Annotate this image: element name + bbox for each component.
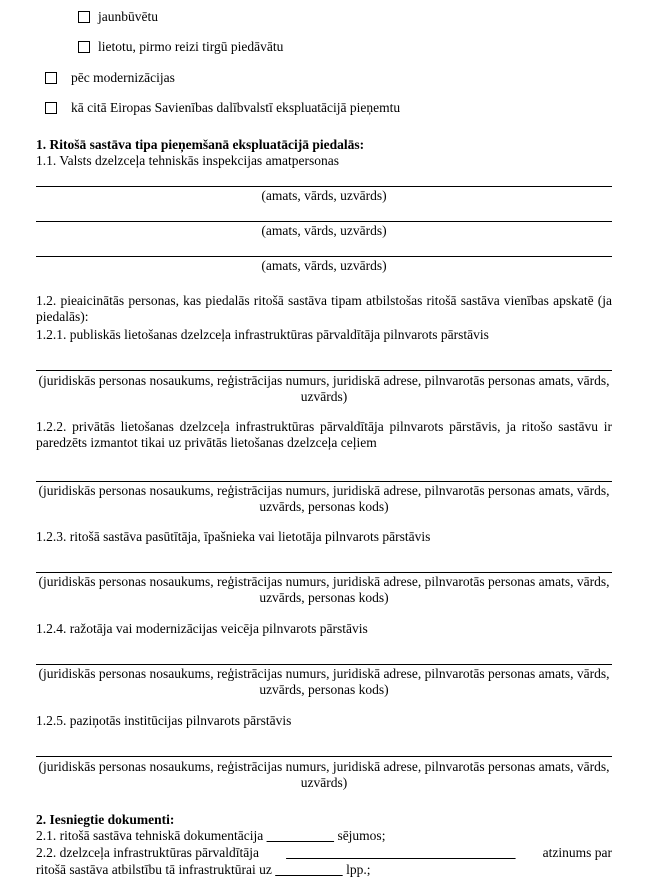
volume-count-field[interactable]: [267, 828, 335, 843]
item-1-2: 1.2. pieaicinātās personas, kas piedalās ritošā sastāva tipam atbilstošas ritošā sastāva vienības apskatē (ja piedalās):: [36, 293, 612, 324]
checkbox[interactable]: [45, 72, 57, 84]
option-label: pēc modernizācijas: [71, 70, 175, 85]
checkbox[interactable]: [78, 41, 90, 53]
signature-line: [36, 186, 612, 187]
item-2-2-line2-suffix: lpp.;: [346, 862, 371, 877]
signature-line: [36, 481, 612, 482]
section-1-heading: 1. Ritošā sastāva tipa pieņemšanā ekspluatācijā piedalās:: [36, 137, 365, 152]
signature-line: [36, 370, 612, 371]
page-count-field[interactable]: [275, 862, 343, 877]
option-label: lietotu, pirmo reizi tirgū piedāvātu: [98, 39, 284, 54]
option-used-first-time[interactable]: [78, 39, 283, 55]
caption-1-2-4: (juridiskās personas nosaukums, reģistrācijas numurs, juridiskā adrese, pilnvarotās personas amats, vārds, uzvārds, personas kods): [38, 666, 610, 697]
signature-line: [36, 221, 612, 222]
option-label: jaunbūvētu: [98, 9, 158, 24]
checkbox[interactable]: [45, 102, 57, 114]
item-1-2-5: 1.2.5. paziņotās institūcijas pilnvarots pārstāvis: [36, 713, 292, 728]
item-1-2-3: 1.2.3. ritošā sastāva pasūtītāja, īpašnieka vai lietotāja pilnvarots pārstāvis: [36, 529, 431, 544]
caption-1-2-1: (juridiskās personas nosaukums, reģistrācijas numurs, juridiskā adrese, pilnvarotās personas amats, vārds, uzvārds): [38, 373, 610, 404]
signature-line: [36, 572, 612, 573]
item-2-2-suffix: atzinums par: [542, 845, 612, 860]
infrastructure-manager-field[interactable]: [286, 845, 516, 861]
checkbox[interactable]: [78, 11, 90, 23]
option-eu-accepted[interactable]: [45, 100, 400, 116]
signature-line: [36, 756, 612, 757]
signature-line: [36, 256, 612, 257]
item-2-2-line2: [36, 862, 370, 878]
caption-1-2-2: (juridiskās personas nosaukums, reģistrācijas numurs, juridiskā adrese, pilnvarotās personas amats, vārds, uzvārds, personas kods): [38, 483, 610, 514]
item-1-2-2: 1.2.2. privātās lietošanas dzelzceļa infrastruktūras pārvaldītāja pilnvarots pārstāvis, ja ritošo sastāvu ir paredzēts izmantot tikai uz privātās lietošanas dzelzceļa ceļiem: [36, 419, 612, 450]
item-2-2: [36, 845, 612, 861]
caption-1-2-5: (juridiskās personas nosaukums, reģistrācijas numurs, juridiskā adrese, pilnvarotās personas amats, vārds, uzvārds): [38, 759, 610, 790]
caption-1-2-3: (juridiskās personas nosaukums, reģistrācijas numurs, juridiskā adrese, pilnvarotās personas amats, vārds, uzvārds, personas kods): [38, 574, 610, 605]
official-caption-2: (amats, vārds, uzvārds): [261, 223, 387, 238]
signature-line: [36, 664, 612, 665]
option-after-modernization[interactable]: [45, 70, 175, 86]
item-1-1: 1.1. Valsts dzelzceļa tehniskās inspekcijas amatpersonas: [36, 153, 340, 168]
option-label: kā citā Eiropas Savienības dalībvalstī ekspluatācijā pieņemtu: [71, 100, 401, 115]
official-caption-3: (amats, vārds, uzvārds): [261, 258, 387, 273]
section-2-heading: 2. Iesniegtie dokumenti:: [36, 812, 175, 827]
item-2-2-line2-text: ritošā sastāva atbilstību tā infrastruktūrai uz: [36, 862, 272, 877]
item-2-1-text: 2.1. ritošā sastāva tehniskā dokumentācija: [36, 828, 264, 843]
item-1-2-4: 1.2.4. ražotāja vai modernizācijas veicēja pilnvarots pārstāvis: [36, 621, 368, 636]
option-new-built[interactable]: [78, 9, 158, 25]
item-2-2-text: 2.2. dzelzceļa infrastruktūras pārvaldītāja: [36, 845, 260, 860]
item-2-1: [36, 828, 385, 844]
official-caption-1: (amats, vārds, uzvārds): [261, 188, 387, 203]
item-1-2-1: 1.2.1. publiskās lietošanas dzelzceļa infrastruktūras pārvaldītāja pilnvarots pārstāvis: [36, 327, 489, 342]
item-2-1-suffix: sējumos;: [337, 828, 386, 843]
